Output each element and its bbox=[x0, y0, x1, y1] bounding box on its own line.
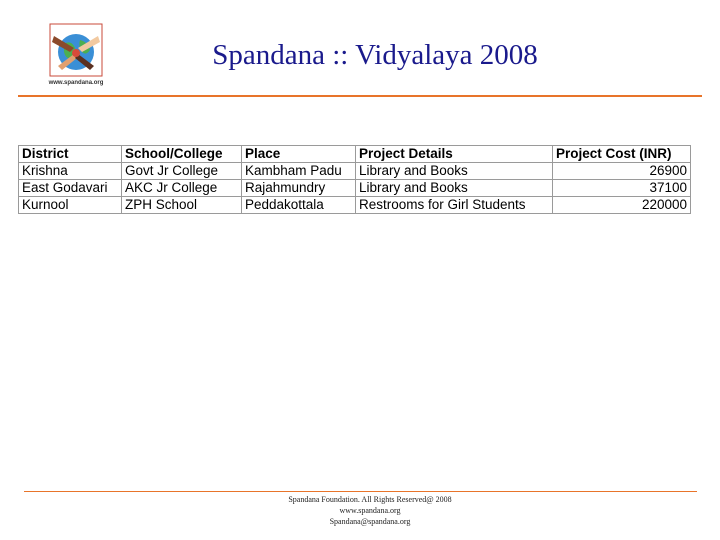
cell-place: Kambham Padu bbox=[242, 163, 356, 180]
cell-district: East Godavari bbox=[19, 180, 122, 197]
cell-district: Krishna bbox=[19, 163, 122, 180]
footer-divider bbox=[24, 491, 697, 492]
cell-place: Peddakottala bbox=[242, 197, 356, 214]
footer bbox=[210, 494, 530, 527]
footer-email: Spandana@spandana.org bbox=[329, 517, 411, 526]
cell-school: Govt Jr College bbox=[122, 163, 242, 180]
logo-url-text: www.spandana.org bbox=[48, 80, 104, 86]
column-header-school: School/College bbox=[122, 146, 242, 163]
cell-project-details: Library and Books bbox=[356, 163, 553, 180]
cell-project-cost: 220000 bbox=[553, 197, 691, 214]
column-header-place: Place bbox=[242, 146, 356, 163]
table-row bbox=[19, 163, 691, 180]
cell-place: Rajahmundry bbox=[242, 180, 356, 197]
projects-table bbox=[18, 145, 691, 214]
page-title: Spandana :: Vidyalaya 2008 bbox=[212, 39, 538, 71]
header-divider bbox=[18, 95, 702, 97]
globe-hands-icon bbox=[44, 22, 108, 78]
table-row bbox=[19, 180, 691, 197]
column-header-project-details: Project Details bbox=[356, 146, 553, 163]
cell-project-details: Restrooms for Girl Students bbox=[356, 197, 553, 214]
table-row bbox=[19, 197, 691, 214]
table-header-row bbox=[19, 146, 691, 163]
cell-project-details: Library and Books bbox=[356, 180, 553, 197]
cell-school: ZPH School bbox=[122, 197, 242, 214]
cell-school: AKC Jr College bbox=[122, 180, 242, 197]
column-header-project-cost: Project Cost (INR) bbox=[553, 146, 691, 163]
footer-copyright: Spandana Foundation. All Rights Reserved@ 2008 bbox=[288, 495, 452, 504]
spandana-logo bbox=[44, 22, 108, 90]
cell-project-cost: 26900 bbox=[553, 163, 691, 180]
footer-website: www.spandana.org bbox=[339, 506, 401, 515]
column-header-district: District bbox=[19, 146, 122, 163]
cell-district: Kurnool bbox=[19, 197, 122, 214]
cell-project-cost: 37100 bbox=[553, 180, 691, 197]
